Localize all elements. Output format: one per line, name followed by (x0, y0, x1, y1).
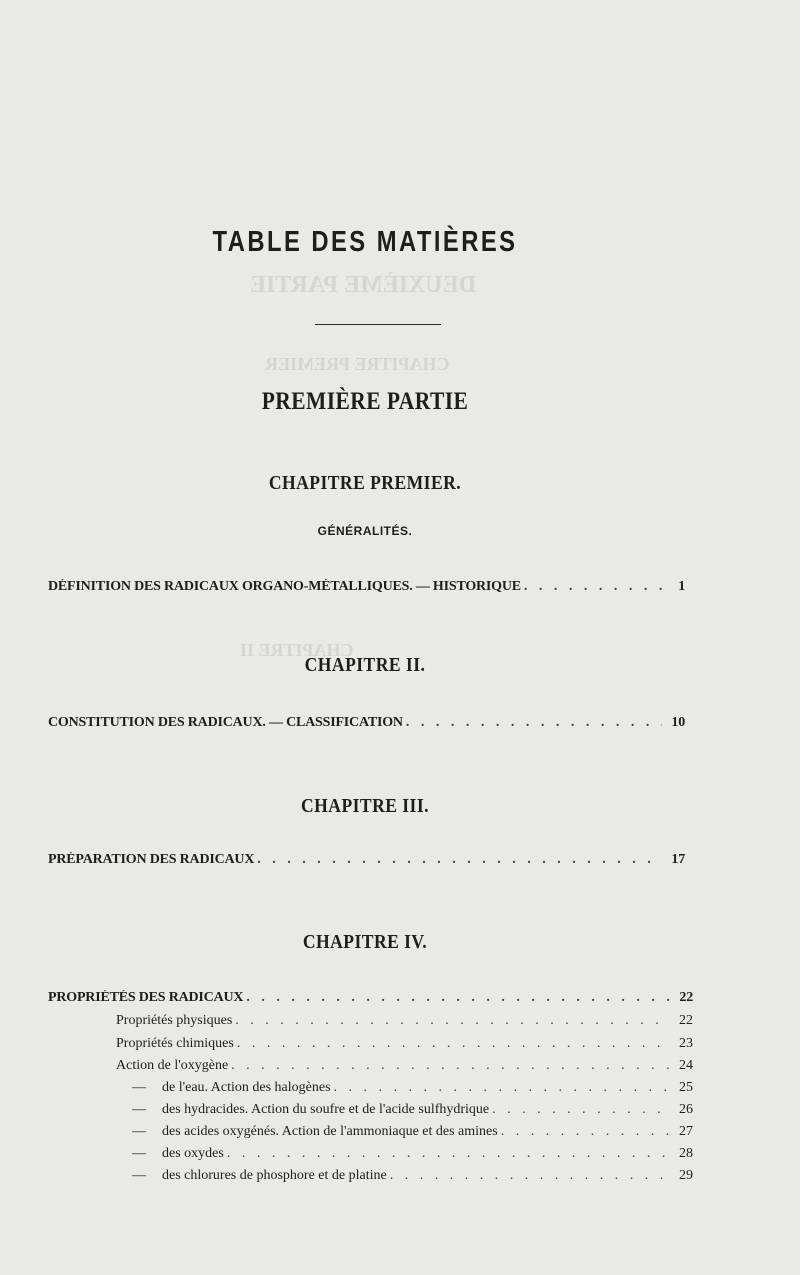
toc-entry-page: 23 (679, 1036, 693, 1051)
dot-leader (501, 1124, 670, 1140)
toc-entry-dash: — (132, 1124, 146, 1139)
toc-entry-dash: — (132, 1080, 146, 1095)
chapter-2-heading: CHAPITRE II. (304, 654, 426, 676)
toc-entry-page: 26 (679, 1102, 693, 1117)
toc-entry[interactable] (132, 1168, 693, 1184)
toc-entry-dash: — (132, 1146, 146, 1161)
bleed-through-text: DEUXIÈME PARTIE (250, 272, 477, 298)
toc-entry-label: CONSTITUTION DES RADICAUX. — CLASSIFICATION (48, 715, 403, 730)
dot-leader (231, 1058, 670, 1074)
toc-entry-label: Propriétés physiques (116, 1013, 233, 1028)
toc-entry-label: Propriétés chimiques (116, 1036, 234, 1051)
toc-entry-page: 10 (671, 715, 685, 730)
dot-leader (524, 579, 662, 595)
toc-entry-label: des chlorures de phosphore et de platine (162, 1168, 387, 1183)
toc-entry[interactable] (132, 1146, 693, 1162)
chapter-3-heading: CHAPITRE III. (301, 795, 429, 817)
toc-entry-page: 27 (679, 1124, 693, 1139)
bleed-through-text: CHAPITRE PREMIER (265, 354, 450, 374)
dot-leader (334, 1080, 670, 1096)
title-divider (315, 324, 441, 325)
toc-entry[interactable] (48, 852, 685, 868)
toc-entry-dash: — (132, 1168, 146, 1183)
toc-entry[interactable] (48, 579, 685, 595)
toc-entry-dash: — (132, 1102, 146, 1117)
toc-entry-page: 29 (679, 1168, 693, 1183)
toc-entry-label: des acides oxygénés. Action de l'ammoniaque et des amines (162, 1124, 498, 1139)
toc-entry-page: 24 (679, 1058, 693, 1073)
toc-entry-label: PRÉPARATION DES RADICAUX (48, 852, 255, 867)
toc-entry-page: 22 (679, 990, 693, 1005)
toc-entry[interactable] (116, 1058, 693, 1074)
dot-leader (235, 1013, 670, 1029)
toc-entry[interactable] (48, 990, 693, 1006)
toc-entry-label: des oxydes (162, 1146, 224, 1161)
toc-entry-page: 25 (679, 1080, 693, 1095)
part-heading: PREMIÈRE PARTIE (261, 388, 469, 415)
toc-entry-page: 17 (671, 852, 685, 867)
toc-entry[interactable] (116, 1036, 693, 1052)
toc-entry-page: 1 (678, 579, 685, 594)
toc-entry[interactable] (116, 1013, 693, 1029)
bleed-through-text: CHAPITRE II (240, 640, 354, 660)
dot-leader (237, 1036, 670, 1052)
toc-entry-label: DÉFINITION DES RADICAUX ORGANO-MÉTALLIQUES. — HISTORIQUE (48, 579, 521, 594)
toc-entry[interactable] (132, 1080, 693, 1096)
dot-leader (492, 1102, 670, 1118)
toc-entry[interactable] (132, 1102, 693, 1118)
toc-entry[interactable] (48, 715, 685, 731)
toc-entry-label: des hydracides. Action du soufre et de l'acide sulfhydrique (162, 1102, 490, 1117)
chapter-1-subheading: GÉNÉRALITÉS. (317, 524, 413, 538)
dot-leader (227, 1146, 670, 1162)
chapter-1-heading: CHAPITRE PREMIER. (268, 472, 462, 494)
toc-entry[interactable] (132, 1124, 693, 1140)
toc-entry-page: 22 (679, 1013, 693, 1028)
dot-leader (390, 1168, 670, 1184)
dot-leader (246, 990, 670, 1006)
page-title: TABLE DES MATIÈRES (212, 226, 518, 258)
toc-entry-label: de l'eau. Action des halogènes (162, 1080, 331, 1095)
toc-entry-label: PROPRIÉTÉS DES RADICAUX (48, 990, 244, 1005)
toc-entry-label: Action de l'oxygène (116, 1058, 229, 1073)
chapter-4-heading: CHAPITRE IV. (302, 931, 428, 953)
toc-entry-page: 28 (679, 1146, 693, 1161)
dot-leader (406, 715, 662, 731)
dot-leader (257, 852, 662, 868)
